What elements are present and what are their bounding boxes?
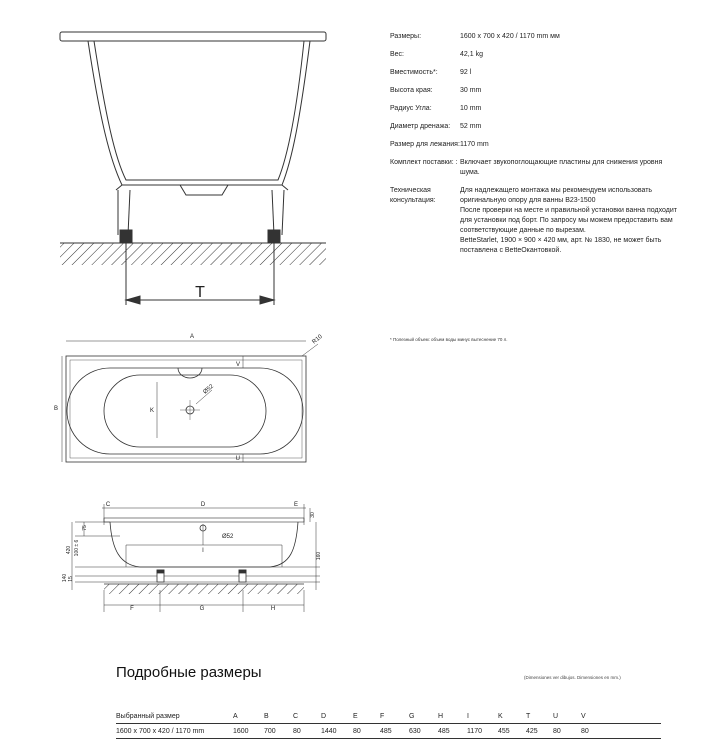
spec-value: 1600 x 700 x 420 / 1170 mm мм [460,33,560,40]
column-header: A [233,709,264,724]
dim-label-a: A [189,334,195,340]
dim-label-v: V [235,362,240,368]
table-header-row [116,709,661,724]
dim-label-d52-top: Ø52 [202,383,215,396]
column-header: F [380,709,409,724]
detailed-dimensions-title: Подробные размеры [116,664,262,681]
plan-view-drawing [62,341,318,462]
dim-label-420: 420 [66,545,72,555]
table-cell: 455 [498,724,526,739]
dim-label-140: 140 [62,573,68,583]
spec-value: Включает звукопоглощающие пластины для снижения уровня шума. [460,159,663,176]
specifications-list [390,32,680,264]
spec-row [390,86,680,96]
column-header: K [498,709,526,724]
spec-row [390,140,680,150]
table-cell: 1600 [233,724,264,739]
spec-value: 92 l [460,69,472,76]
spec-label: Размеры: [390,33,422,40]
column-header: D [321,709,353,724]
dimensions-note: (Dimensiones ver dibujos. Dimensiones en mm.) [524,675,621,680]
column-header: U [553,709,581,724]
dim-label-e: E [293,502,299,508]
table-cell: 700 [264,724,293,739]
table-cell: 80 [293,724,321,739]
spec-row [390,104,680,114]
spec-row [390,68,680,78]
spec-value: 1170 mm [460,141,489,148]
table-cell: 80 [553,724,581,739]
column-header: V [581,709,661,724]
dimensions-table [116,709,661,739]
section-view-drawing [72,504,320,612]
table-cell: 1170 [467,724,498,739]
dim-label-i: I [202,548,204,554]
spec-label: Высота края: [390,87,433,94]
table-cell: 630 [409,724,438,739]
dim-label-15: 15 [68,576,74,582]
table-cell: 80 [581,724,661,739]
side-elevation-drawing [60,32,326,305]
dim-label-h: H [270,606,276,612]
dim-label-75: 75 [82,525,88,531]
dim-label-u: U [235,456,240,462]
spec-value: 10 mm [460,105,482,112]
spec-label: Техническая консультация: [390,187,436,204]
column-header: I [467,709,498,724]
dim-label-100: 100 ± 6 [74,539,80,557]
dim-label-r10: R10 [311,333,324,346]
spec-value: 42,1 kg [460,51,483,58]
column-header: H [438,709,467,724]
spec-value: Для надлежащего монтажа мы рекомендуем использовать оригинальную опору для ванны B23-1500 После проверки на месте и правильной установки ванна подходит для установки под борт. По запросу мы можем предоставить вам соответствующие данные по вырезам. BetteStarlet, 1900 × 900 × 420 мм, арт. № 1830, не может быть поставлена с BetteОкантовкой. [460,187,677,254]
spec-label: Радиус Угла: [390,105,432,112]
column-header: T [526,709,553,724]
spec-row [390,186,680,256]
spec-label: Вес: [390,51,405,58]
column-header: E [353,709,380,724]
dim-label-c: C [105,502,111,508]
dim-label-b: B [53,406,58,412]
column-header: B [264,709,293,724]
table-cell: 425 [526,724,553,739]
dim-label-t: T [195,284,205,301]
table-cell: 485 [380,724,409,739]
spec-value: 52 mm [460,123,482,130]
spec-label: Вместимость*: [390,69,438,76]
spec-label: Размер для лежания: [390,141,460,148]
spec-row [390,122,680,132]
table-cell: 80 [353,724,380,739]
spec-label: Комплект поставки: : [390,159,458,166]
dim-label-f: F [130,606,134,612]
dim-label-d: D [200,502,206,508]
dim-label-30: 30 [310,512,316,518]
spec-row [390,158,680,178]
capacity-footnote: * Полезный объем: объем воды минус вытеснение 70 л. [390,337,508,342]
spec-label: Диаметр дренажа: [390,123,451,130]
dim-label-k: K [149,408,154,414]
dim-label-d52-side: Ø52 [222,534,234,540]
table-row [116,724,661,739]
dim-label-g: G [199,606,205,612]
column-header: C [293,709,321,724]
table-cell: 1440 [321,724,353,739]
spec-row [390,32,680,42]
column-header: Выбранный размер [116,709,233,724]
spec-value: 30 mm [460,87,482,94]
column-header: G [409,709,438,724]
table-cell: 485 [438,724,467,739]
table-cell: 1600 x 700 x 420 / 1170 mm [116,724,233,739]
dim-label-160: 160 [316,551,322,561]
spec-row [390,50,680,60]
